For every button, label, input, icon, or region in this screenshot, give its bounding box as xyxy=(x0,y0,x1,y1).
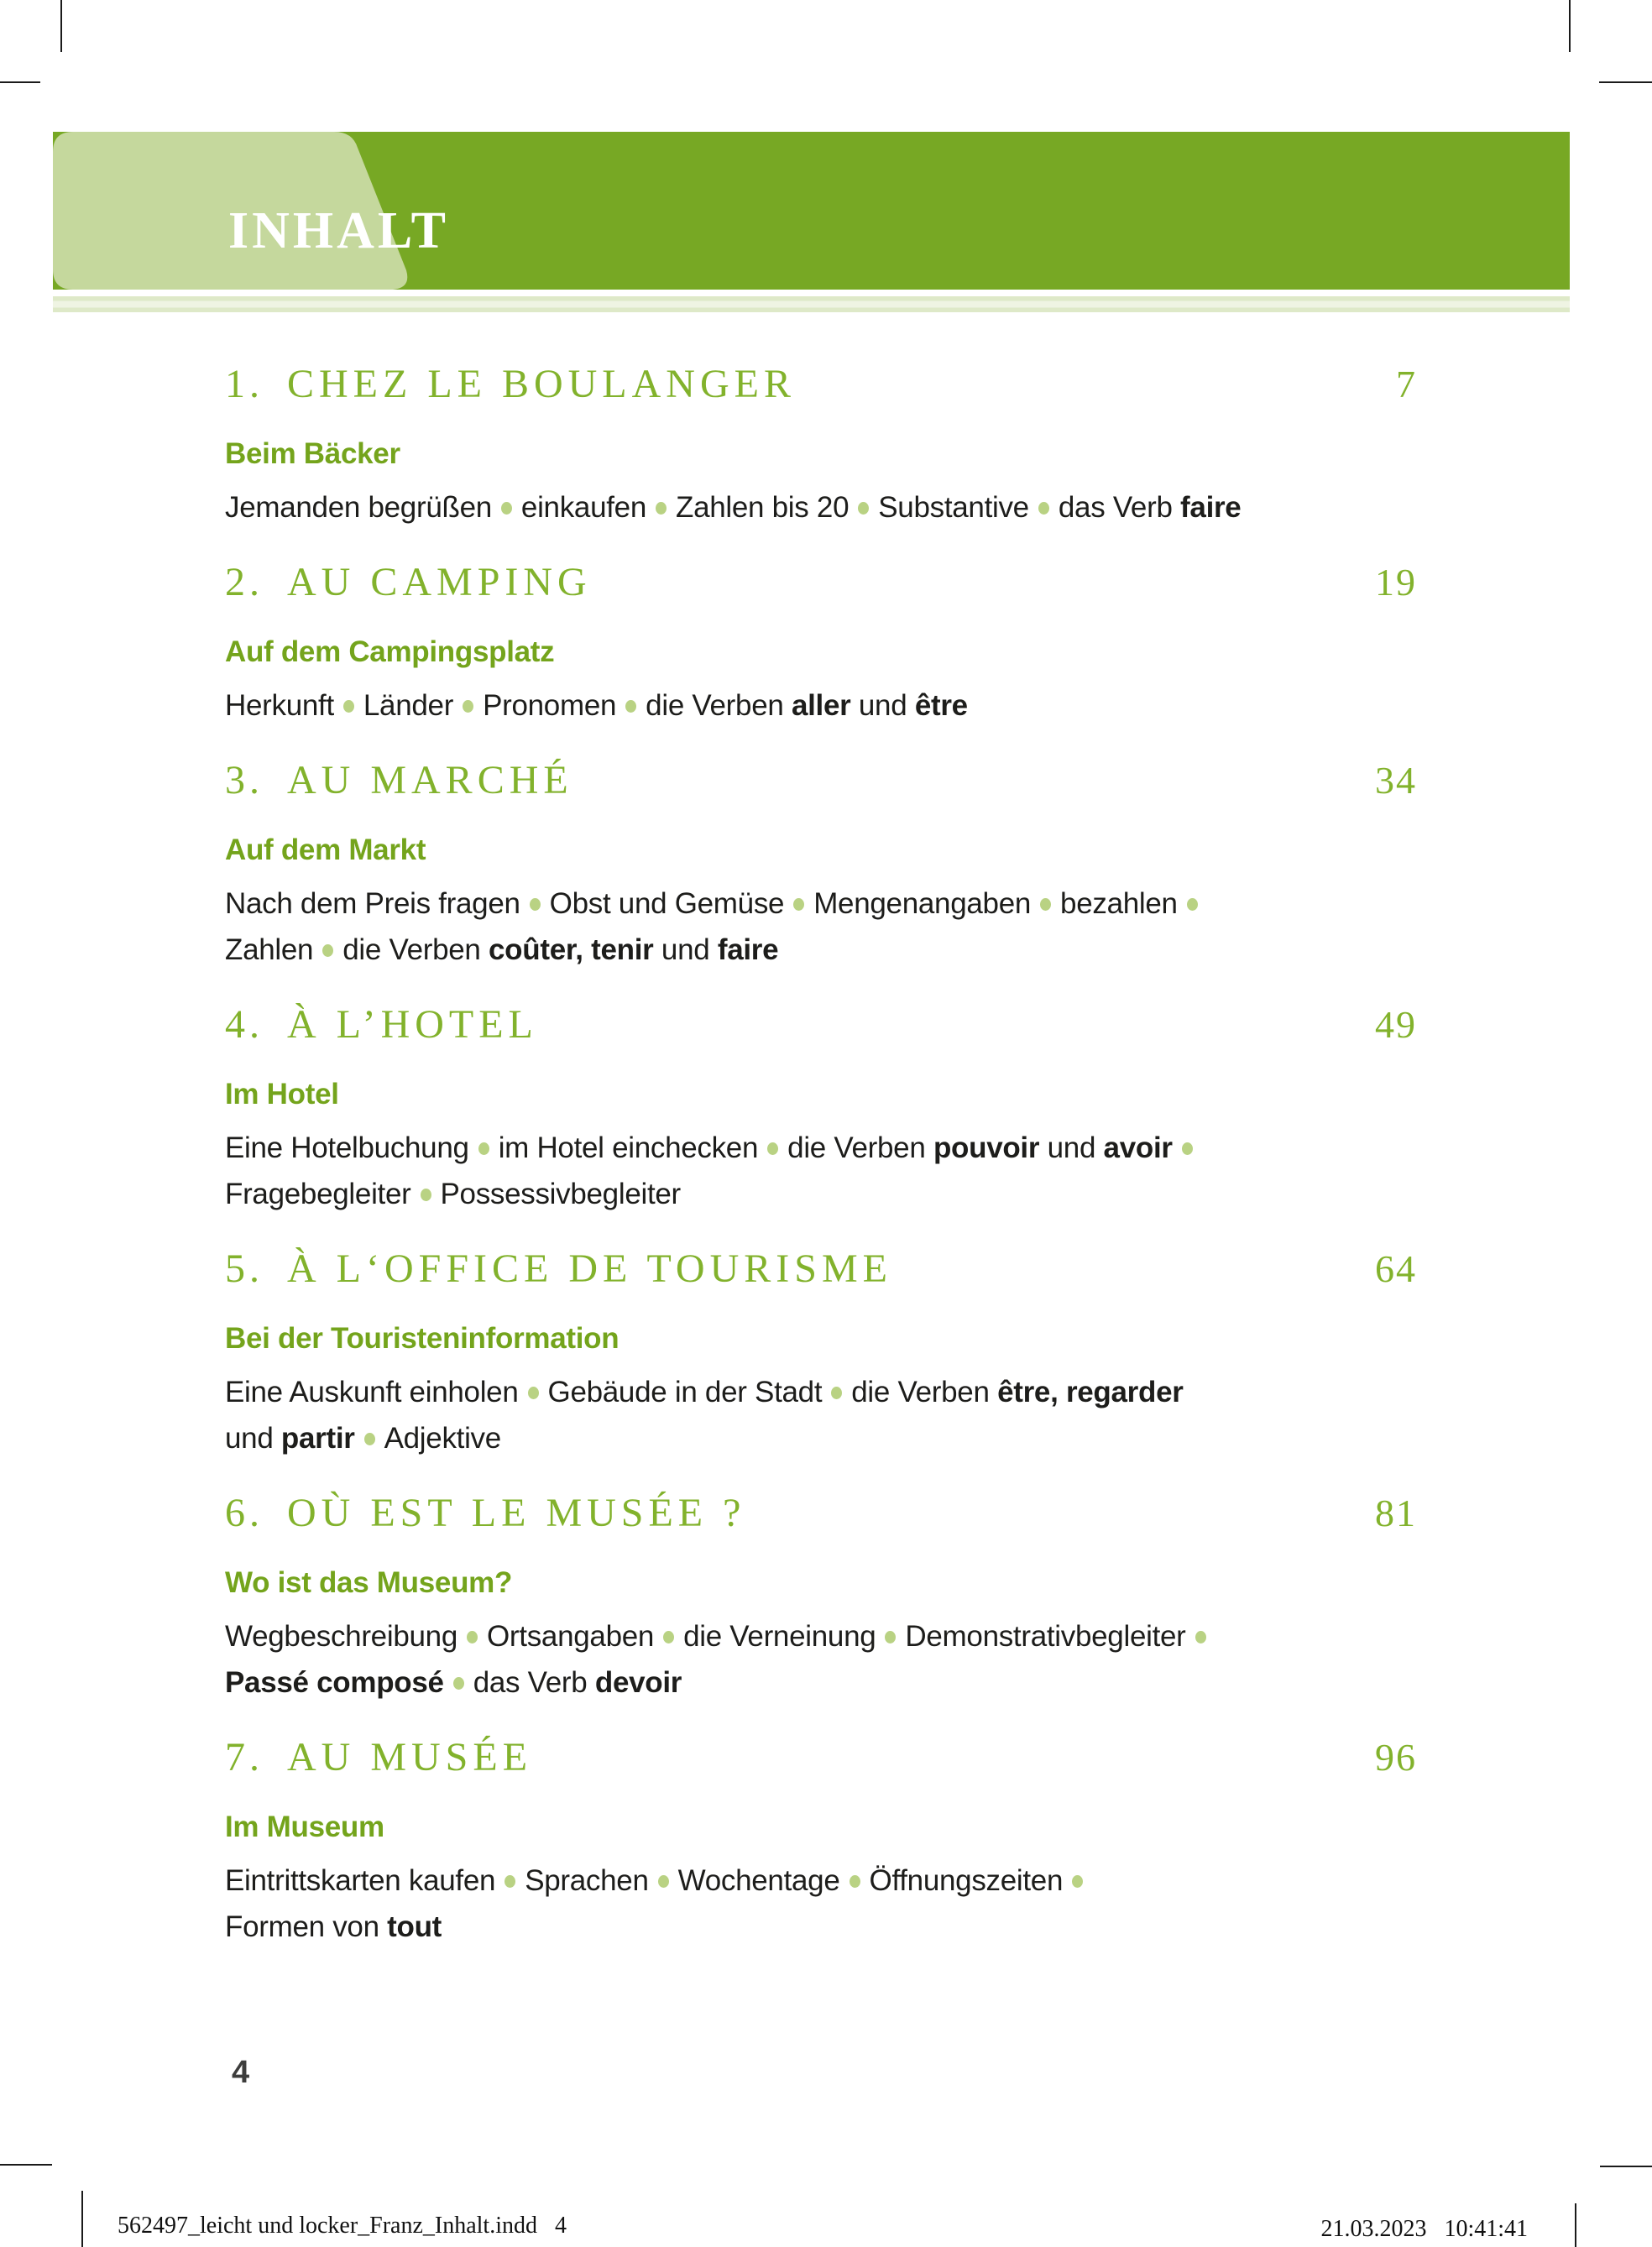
chapter-title-group xyxy=(225,1731,532,1794)
description-text: Sprachen xyxy=(525,1864,649,1897)
bullet-separator-icon xyxy=(1040,898,1051,911)
chapter-number: 4. xyxy=(225,1002,264,1047)
bullet-separator-icon xyxy=(658,1875,669,1888)
chapter-page-number: 19 xyxy=(1375,561,1417,604)
bullet-separator-icon xyxy=(364,1433,375,1445)
chapter-subtitle: Auf dem Markt xyxy=(225,833,426,866)
chapter-title: À L‘OFFICE DE TOURISME xyxy=(287,1246,892,1291)
bullet-separator-icon xyxy=(528,1387,539,1399)
toc-list xyxy=(225,358,1417,1975)
description-bold-term: pouvoir xyxy=(933,1131,1040,1164)
description-text: Demonstrativbegleiter xyxy=(905,1620,1186,1653)
chapter-title: AU CAMPING xyxy=(287,560,592,604)
chapter-title: AU MARCHÉ xyxy=(287,758,573,802)
bullet-separator-icon xyxy=(885,1631,896,1643)
description-line xyxy=(225,1369,1417,1415)
description-text: Jemanden begrüßen xyxy=(225,491,492,524)
toc-entry xyxy=(225,1731,1417,1950)
description-bold-term: Passé composé xyxy=(225,1666,444,1699)
description-text: Gebäude in der Stadt xyxy=(547,1376,823,1408)
bullet-separator-icon xyxy=(501,502,512,515)
chapter-heading xyxy=(225,1242,1417,1305)
toc-entry xyxy=(225,1242,1417,1461)
description-line xyxy=(225,1613,1417,1659)
description-text: Obst und Gemüse xyxy=(549,887,785,920)
description-text: Zahlen bis 20 xyxy=(676,491,850,524)
description-line xyxy=(225,484,1417,530)
description-text: Öffnungszeiten xyxy=(869,1864,1064,1897)
crop-mark xyxy=(1569,0,1571,52)
bullet-separator-icon xyxy=(831,1387,842,1399)
description-block xyxy=(225,682,1417,729)
description-text: und xyxy=(653,933,718,966)
crop-mark xyxy=(0,2164,52,2166)
chapter-heading xyxy=(225,358,1417,421)
description-text: Formen von xyxy=(225,1910,388,1943)
chapter-heading xyxy=(225,754,1417,817)
chapter-page-number: 96 xyxy=(1375,1736,1417,1779)
description-text: und xyxy=(225,1422,281,1455)
bullet-separator-icon xyxy=(1187,898,1198,911)
bullet-separator-icon xyxy=(504,1875,515,1888)
chapter-title-group xyxy=(225,556,592,619)
description-bold-term: partir xyxy=(280,1422,355,1455)
chapter-heading xyxy=(225,556,1417,619)
chapter-number: 2. xyxy=(225,560,264,604)
crop-mark xyxy=(1599,81,1652,83)
chapter-title: CHEZ LE BOULANGER xyxy=(287,362,796,406)
bullet-separator-icon xyxy=(463,700,473,713)
crop-mark xyxy=(1600,2166,1652,2167)
chapter-page-number: 64 xyxy=(1375,1247,1417,1290)
bullet-separator-icon xyxy=(858,502,869,515)
bullet-separator-icon xyxy=(767,1142,778,1155)
description-text: Eine Hotelbuchung xyxy=(225,1131,469,1164)
description-text: Mengenangaben xyxy=(813,887,1032,920)
description-text: das Verb xyxy=(1058,491,1181,524)
description-text: Länder xyxy=(363,689,454,722)
description-text: einkaufen xyxy=(520,491,646,524)
description-text: Zahlen xyxy=(225,933,314,966)
chapter-number: 6. xyxy=(225,1491,264,1535)
description-text: Fragebegleiter xyxy=(225,1178,411,1210)
description-text: Pronomen xyxy=(483,689,617,722)
chapter-subtitle: Im Hotel xyxy=(225,1078,339,1110)
crop-mark xyxy=(60,0,62,52)
bullet-separator-icon xyxy=(663,1631,674,1643)
description-text: Herkunft xyxy=(225,689,334,722)
description-text xyxy=(1059,1376,1066,1408)
chapter-number: 3. xyxy=(225,758,264,802)
bullet-separator-icon xyxy=(656,502,667,515)
description-text xyxy=(583,933,591,966)
imprint-text: 562497_leicht und locker_Franz_Inhalt.indd 4 xyxy=(118,2213,567,2239)
description-block xyxy=(225,1125,1417,1217)
print-timestamp: 21.03.2023 10:41:41 xyxy=(1320,2216,1528,2242)
chapter-title-group xyxy=(225,1487,745,1549)
chapter-title-group xyxy=(225,1242,892,1305)
description-text: im Hotel einchecken xyxy=(498,1131,759,1164)
chapter-page-number: 49 xyxy=(1375,1003,1417,1046)
bullet-separator-icon xyxy=(1038,502,1049,515)
chapter-subtitle: Bei der Touristeninformation xyxy=(225,1322,620,1355)
description-text: die Verben xyxy=(646,689,792,722)
chapter-heading xyxy=(225,998,1417,1061)
description-bold-term: coûter, xyxy=(489,933,583,966)
toc-entry xyxy=(225,754,1417,973)
description-line xyxy=(225,1171,1417,1217)
description-text: Eine Auskunft einholen xyxy=(225,1376,519,1408)
description-line xyxy=(225,1415,1417,1461)
description-text: Nach dem Preis fragen xyxy=(225,887,520,920)
description-line xyxy=(225,1659,1417,1706)
chapter-title-group xyxy=(225,998,538,1061)
description-line xyxy=(225,1904,1417,1950)
description-line xyxy=(225,1858,1417,1904)
chapter-number: 1. xyxy=(225,362,264,406)
bullet-separator-icon xyxy=(793,898,804,911)
description-text: die Verben xyxy=(342,933,489,966)
bullet-separator-icon xyxy=(467,1631,478,1643)
chapter-title: AU MUSÉE xyxy=(287,1735,533,1779)
chapter-title: À L’HOTEL xyxy=(287,1002,538,1047)
description-text: Adjektive xyxy=(384,1422,501,1455)
crop-mark xyxy=(81,2191,83,2247)
bullet-separator-icon xyxy=(453,1677,464,1690)
chapter-subtitle: Beim Bäcker xyxy=(225,437,400,470)
bullet-separator-icon xyxy=(625,700,636,713)
description-bold-term: tout xyxy=(387,1910,442,1943)
description-text: und xyxy=(850,689,915,722)
chapter-heading xyxy=(225,1487,1417,1549)
description-text: Wegbeschreibung xyxy=(225,1620,457,1653)
description-bold-term: tenir xyxy=(591,933,654,966)
description-bold-term: regarder xyxy=(1065,1376,1184,1408)
bullet-separator-icon xyxy=(530,898,541,911)
bullet-separator-icon xyxy=(343,700,354,713)
chapter-subtitle: Auf dem Campingsplatz xyxy=(225,635,555,668)
description-bold-term: faire xyxy=(1180,491,1242,524)
description-bold-term: avoir xyxy=(1103,1131,1173,1164)
description-text: bezahlen xyxy=(1060,887,1178,920)
description-block xyxy=(225,1369,1417,1461)
description-bold-term: devoir xyxy=(594,1666,682,1699)
description-text: das Verb xyxy=(473,1666,595,1699)
bullet-separator-icon xyxy=(1072,1875,1083,1888)
description-line xyxy=(225,927,1417,973)
description-text: die Verben xyxy=(851,1376,998,1408)
chapter-page-number: 34 xyxy=(1375,759,1417,802)
bullet-separator-icon xyxy=(1195,1631,1206,1643)
description-block xyxy=(225,1613,1417,1706)
description-text: und xyxy=(1039,1131,1104,1164)
bullet-separator-icon xyxy=(850,1875,860,1888)
chapter-title-group xyxy=(225,754,573,817)
chapter-page-number: 7 xyxy=(1396,363,1417,405)
page-title: INHALT xyxy=(228,202,449,259)
description-block xyxy=(225,484,1417,530)
toc-entry xyxy=(225,358,1417,530)
toc-entry xyxy=(225,556,1417,729)
bullet-separator-icon xyxy=(478,1142,489,1155)
description-text: Possessivbegleiter xyxy=(440,1178,681,1210)
description-line xyxy=(225,682,1417,729)
bullet-separator-icon xyxy=(322,944,333,957)
crop-mark xyxy=(1575,2203,1576,2247)
description-text: Wochentage xyxy=(677,1864,840,1897)
description-block xyxy=(225,881,1417,973)
description-text: die Verneinung xyxy=(683,1620,876,1653)
chapter-subtitle: Im Museum xyxy=(225,1811,384,1843)
chapter-title: OÙ EST LE MUSÉE ? xyxy=(287,1491,746,1535)
toc-entry xyxy=(225,998,1417,1217)
bullet-separator-icon xyxy=(421,1189,431,1201)
chapter-page-number: 81 xyxy=(1375,1492,1417,1534)
description-block xyxy=(225,1858,1417,1950)
description-bold-term: faire xyxy=(717,933,779,966)
description-bold-term: être, xyxy=(997,1376,1059,1408)
description-text: Eintrittskarten kaufen xyxy=(225,1864,496,1897)
description-line xyxy=(225,1125,1417,1171)
crop-mark xyxy=(0,81,40,83)
chapter-number: 7. xyxy=(225,1735,264,1779)
description-text: Substantive xyxy=(878,491,1029,524)
chapter-heading xyxy=(225,1731,1417,1794)
description-bold-term: être xyxy=(914,689,968,722)
page-number: 4 xyxy=(232,2055,249,2090)
chapter-number: 5. xyxy=(225,1246,264,1291)
description-text: die Verben xyxy=(787,1131,933,1164)
header-underline-bar xyxy=(53,296,1570,312)
bullet-separator-icon xyxy=(1182,1142,1193,1155)
description-line xyxy=(225,881,1417,927)
description-text: Ortsangaben xyxy=(487,1620,655,1653)
description-bold-term: aller xyxy=(791,689,851,722)
chapter-title-group xyxy=(225,358,796,421)
toc-entry xyxy=(225,1487,1417,1706)
chapter-subtitle: Wo ist das Museum? xyxy=(225,1566,513,1599)
